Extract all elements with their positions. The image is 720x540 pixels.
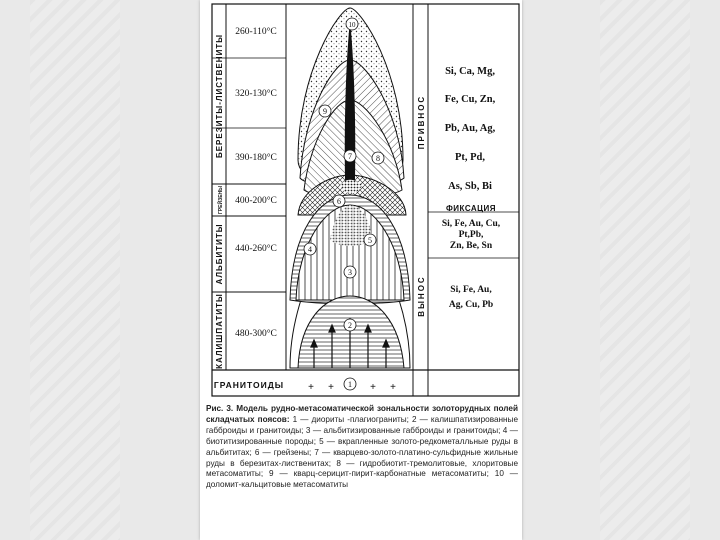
stage-label-beresites: БЕРЕЗИТЫ-ЛИСТВЕНИТЫ	[215, 33, 224, 159]
figure-caption	[206, 404, 518, 491]
inflow-elements-line-1: Si, Ca, Mg,	[445, 66, 495, 77]
zone-number-4: 4	[308, 245, 312, 254]
temperature-6: 480-300°C	[235, 329, 277, 339]
fixation-elements-line-1: Si, Fe, Au, Cu,	[441, 219, 501, 229]
stage-label-greisens: ГРЕЙЗЕНЫ	[218, 185, 224, 215]
stage-label-granitoids: ГРАНИТОИДЫ	[213, 380, 285, 390]
zone-number-1: 1	[348, 380, 352, 389]
background-stripe-left	[30, 0, 120, 540]
zone-number-8: 8	[376, 154, 380, 163]
caption-title: Рис. 3. Модель рудно-метасоматической зональности золоторудных полей складчатых поясов:	[206, 404, 518, 424]
zone-number-6: 6	[337, 197, 341, 206]
stage-label-albitites: АЛЬБИТИТЫ	[215, 223, 224, 285]
stage-label-k-feldspar: КАЛИШПАТИТЫ	[215, 293, 224, 369]
outflow-elements-line-2: Ag, Cu, Pb	[448, 300, 494, 310]
slide-page	[200, 0, 522, 540]
temperature-2: 320-130°C	[235, 89, 277, 99]
granitoid-sign: +	[328, 382, 334, 393]
zone-number-5: 5	[368, 236, 372, 245]
temperature-5: 440-260°C	[235, 244, 277, 254]
background-stripe-right	[600, 0, 690, 540]
inflow-elements-line-5: As, Sb, Bi	[448, 181, 492, 192]
outflow-elements-line-1: Si, Fe, Au,	[450, 285, 492, 295]
granitoid-sign: +	[308, 382, 314, 393]
zonality-diagram	[200, 0, 522, 404]
fixation-elements-line-2: Pt,Pb,	[458, 230, 484, 240]
inflow-elements-line-4: Pt, Pd,	[454, 152, 486, 163]
granitoid-sign: +	[370, 382, 376, 393]
zone-number-9: 9	[323, 107, 327, 116]
caption-text: 1 — диориты -плагиограниты; 2 — калишпатизированные габброиды и гранитоиды; 3 — альбитизированные габброиды и гранитоиды; 4 — биотитизированные породы; 5 — вкрапленные золото-редкометалльные руды в альбититах; 6 — грейзены; 7 — кварцево-золото-платино-сульфидные жильные руды в березитах-лиственитах; 8 — гидробиотит-тремолитовые, хлоритовые метасоматиты; 9 — кварц-серицит-пирит-карбонатные метасоматиты; 10 — доломит-кальцитовые метасоматиты	[206, 414, 518, 490]
inflow-elements-line-2: Fe, Cu, Zn,	[444, 94, 496, 105]
inflow-elements-line-3: Pb, Au, Ag,	[444, 123, 496, 134]
inflow-label: ПРИВНОС	[417, 94, 426, 150]
outflow-label: ВЫНОС	[417, 275, 426, 317]
temperature-4: 400-200°C	[235, 196, 277, 206]
zone-number-10: 10	[348, 21, 356, 29]
zone-number-3: 3	[348, 268, 352, 277]
zone-number-7: 7	[348, 152, 352, 161]
fixation-label: ФИКСАЦИЯ	[445, 204, 497, 213]
temperature-1: 260-110°C	[235, 27, 277, 37]
fixation-elements-line-3: Zn, Be, Sn	[449, 241, 493, 251]
zone-number-2: 2	[348, 321, 352, 330]
temperature-3: 390-180°C	[235, 153, 277, 163]
granitoid-sign: +	[390, 382, 396, 393]
